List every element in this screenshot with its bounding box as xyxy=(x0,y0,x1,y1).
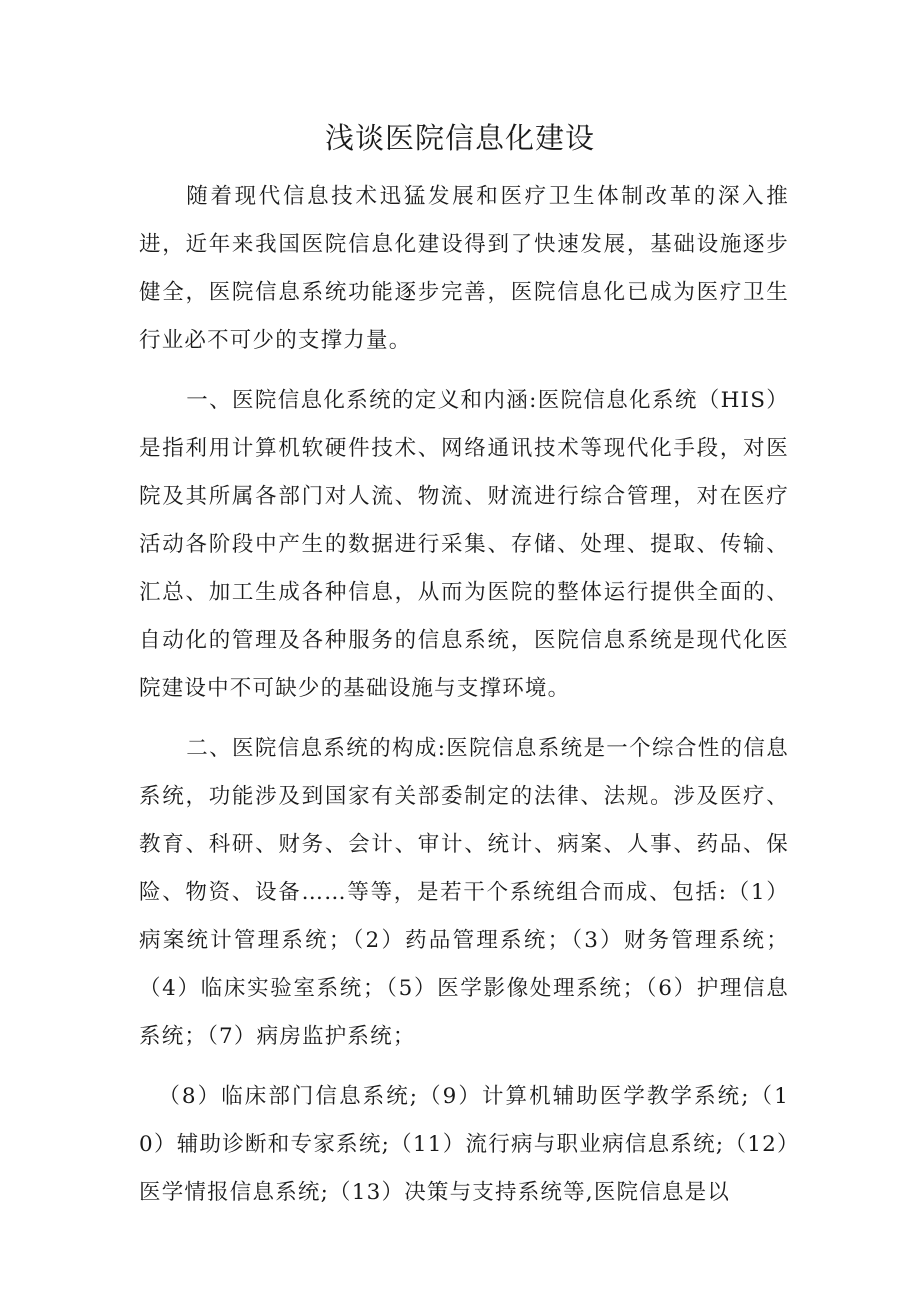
paragraph-definition: 一、医院信息化系统的定义和内涵:医院信息化系统（HIS）是指利用计算机软硬件技术、网络通讯技术等现代化手段，对医院及其所属各部门对人流、物流、财流进行综合管理，对在医疗活动各阶段中产生的数据进行采集、存储、处理、提取、传输、汇总、加工生成各种信息，从而为医院的整体运行提供全面的、自动化的管理及各种服务的信息系统，医院信息系统是现代化医院建设中不可缺少的基础设施与支撑环境。 xyxy=(139,388,789,701)
document-title: 浅谈医院信息化建设 xyxy=(324,121,595,155)
paragraph-system-list: （8）临床部门信息系统;（9）计算机辅助医学教学系统;（10）辅助诊断和专家系统;（11）流行病与职业病信息系统;（12）医学情报信息系统;（13）决策与支持系统等,医院信息是以 xyxy=(139,1084,789,1205)
paragraph-intro: 随着现代信息技术迅猛发展和医疗卫生体制改革的深入推进，近年来我国医院信息化建设得到了快速发展，基础设施逐步健全，医院信息系统功能逐步完善，医院信息化已成为医疗卫生行业必不可少的支撑力量。 xyxy=(139,184,789,353)
document-body xyxy=(139,173,789,1229)
paragraph-composition: 二、医院信息系统的构成:医院信息系统是一个综合性的信息系统，功能涉及到国家有关部委制定的法律、法规。涉及医疗、教育、科研、财务、会计、审计、统计、病案、人事、药品、保险、物资、设备……等等，是若干个系统组合而成、包括:（1）病案统计管理系统；（2）药品管理系统；（3）财务管理系统；（4）临床实验室系统；（5）医学影像处理系统；（6）护理信息系统；（7）病房监护系统； xyxy=(139,736,789,1049)
